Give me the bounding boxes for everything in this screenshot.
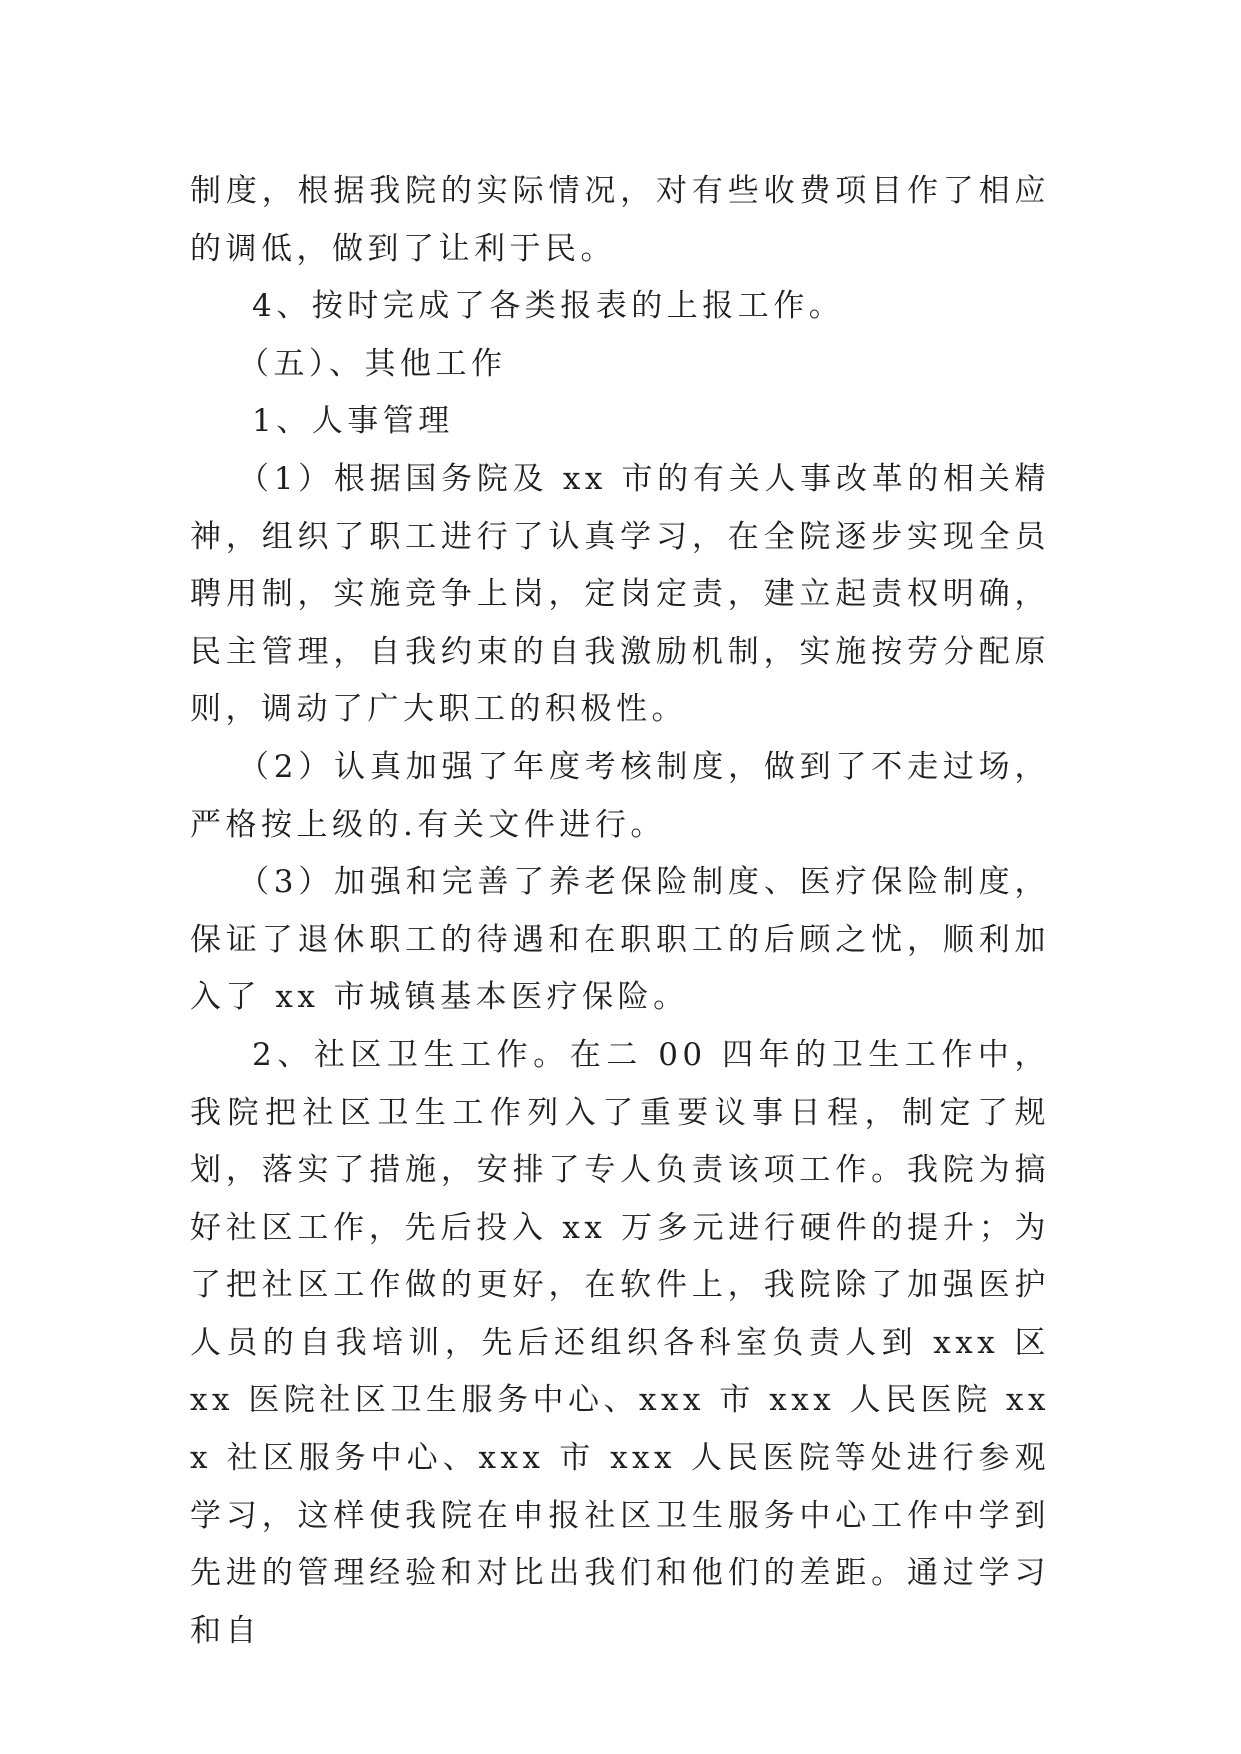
paragraph-community-health: 2、社区卫生工作。在二 00 四年的卫生工作中，我院把社区卫生工作列入了重要议事日程，制定了规划，落实了措施，安排了专人负责该项工作。我院为搞好社区工作，先后投入 xx 万多元进行硬件的提升；为了把社区工作做的更好，在软件上，我院除了加强医护人员的自我培训，先后还组织各科室负责人到 xxx 区 xx 医院社区卫生服务中心、xxx 市 xxx 人民医院 xxx 社区服务中心、xxx 市 xxx 人民医院等处进行参观学习，这样使我院在申报社区卫生服务中心工作中学到先进的管理经验和对比出我们和他们的差距。通过学习和自 (190, 1036, 1050, 1649)
document-body (190, 163, 1050, 1660)
paragraph-personnel-2: （2）认真加强了年度考核制度，做到了不走过场，严格按上级的.有关文件进行。 (190, 748, 1050, 843)
subheading-personnel-management: 1、人事管理 (252, 403, 454, 440)
paragraph-fee-adjustment: 制度，根据我院的实际情况，对有些收费项目作了相应的调低，做到了让利于民。 (190, 173, 1050, 267)
paragraph-personnel-3: （3）加强和完善了养老保险制度、医疗保险制度，保证了退休职工的待遇和在职职工的后顾之忧，顺利加入了 xx 市城镇基本医疗保险。 (190, 864, 1050, 1016)
section-heading-other-work: （五）、其他工作 (238, 345, 507, 382)
paragraph-personnel-1: （1）根据国务院及 xx 市的有关人事改革的相关精神，组织了职工进行了认真学习，在全院逐步实现全员聘用制，实施竞争上岗，定岗定责，建立起责权明确，民主管理，自我约束的自我激励机制，实施按劳分配原则，调动了广大职工的积极性。 (190, 460, 1050, 728)
paragraph-reports: 4、按时完成了各类报表的上报工作。 (252, 288, 845, 325)
